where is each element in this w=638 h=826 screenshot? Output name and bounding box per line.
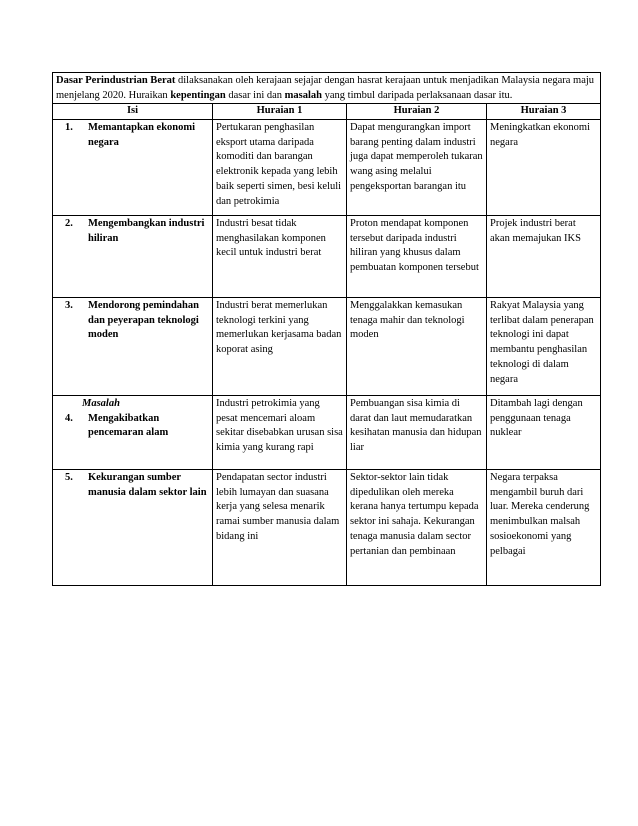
table-row <box>53 216 601 298</box>
huraian-3-cell: Rakyat Malaysia yang terlibat dalam penerapan teknologi ini dapat membantu penghasilan teknologi di dalam negara <box>487 298 601 396</box>
isi-text: Kekurangan sumber manusia dalam sektor lain <box>88 472 207 498</box>
row-number: 2. <box>65 218 73 230</box>
header-huraian-2: Huraian 2 <box>347 104 487 120</box>
isi-cell <box>53 120 213 216</box>
isi-cell <box>53 470 213 586</box>
question-text-1: dilaksanakan oleh kerajaan sejajar dengan hasrat kerajaan untuk menjadikan Malaysia negara maju menjelang 2020. Huraikan <box>56 75 595 101</box>
isi-text: Mengakibatkan pencemaran alam <box>88 412 169 439</box>
table-row <box>53 298 601 396</box>
huraian-3-cell: Meningkatkan ekonomi negara <box>487 120 601 216</box>
isi-cell <box>53 298 213 396</box>
huraian-3-cell: Negara terpaksa mengambil buruh dari luar. Mereka cenderung menimbulkan malsah sosioekonomi yang pelbagai <box>487 470 601 586</box>
masalah-subheading: Masalah <box>82 398 120 410</box>
question-text-2: dasar ini dan <box>225 89 285 101</box>
document-page <box>52 72 600 586</box>
header-isi: Isi <box>53 104 213 120</box>
question-row <box>53 73 601 104</box>
huraian-1-cell: Industri berat memerlukan teknologi terkini yang memerlukan kerjasama badan koporat asing <box>213 298 347 396</box>
row-number: 1. <box>65 122 73 134</box>
table-row <box>53 396 601 470</box>
huraian-3-cell: Projek industri berat akan memajukan IKS <box>487 216 601 298</box>
row-number: 4. <box>65 412 73 424</box>
question-cell <box>53 73 601 104</box>
huraian-2-cell: Sektor-sektor lain tidak dipedulikan oleh mereka kerana hanya tertumpu kepada sektor ini sahaja. Kekurangan tenaga manusia dalam sector pertanian dan pembinaan <box>347 470 487 586</box>
table-row <box>53 120 601 216</box>
huraian-1-cell: Industri petrokimia yang pesat mencemari aloam sekitar disebabkan urusan sisa kimia yang kurang rapi <box>213 396 347 470</box>
row-number: 3. <box>65 300 73 312</box>
question-keyword-masalah: masalah <box>284 89 322 101</box>
question-keyword-kepentingan: kepentingan <box>170 89 226 101</box>
essay-answer-table <box>52 72 601 586</box>
header-huraian-1: Huraian 1 <box>213 104 347 120</box>
table-row <box>53 470 601 586</box>
isi-text: Mengembangkan industri hiliran <box>88 218 205 244</box>
header-huraian-3: Huraian 3 <box>487 104 601 120</box>
header-row <box>53 104 601 120</box>
question-text-3: yang timbul daripada perlaksanaan dasar itu. <box>322 89 513 101</box>
huraian-1-cell: Industri besat tidak menghasilakan komponen kecil untuk industri berat <box>213 216 347 298</box>
isi-cell <box>53 396 213 470</box>
huraian-2-cell: Pembuangan sisa kimia di darat dan laut memudaratkan kesihatan manusia dan hidupan liar <box>347 396 487 470</box>
huraian-2-cell: Dapat mengurangkan import barang penting dalam industri juga dapat memperoleh tukaran wang asing melalui pengeksportan barangan itu <box>347 120 487 216</box>
huraian-2-cell: Menggalakkan kemasukan tenaga mahir dan teknologi moden <box>347 298 487 396</box>
isi-text: Memantapkan ekonomi negara <box>88 122 196 148</box>
row-number: 5. <box>65 472 73 484</box>
question-lead: Dasar Perindustrian Berat <box>56 75 176 86</box>
isi-text: Mendorong pemindahan dan peyerapan teknologi moden <box>88 300 199 341</box>
huraian-3-cell: Ditambah lagi dengan penggunaan tenaga nuklear <box>487 396 601 470</box>
huraian-2-cell: Proton mendapat komponen tersebut daripada industri hiliran yang khusus dalam pembuatan komponen tersebut <box>347 216 487 298</box>
huraian-1-cell: Pendapatan sector industri lebih lumayan dan suasana kerja yang selesa menarik ramai sumber manusia dalam bidang ini <box>213 470 347 586</box>
huraian-1-cell: Pertukaran penghasilan eksport utama daripada komoditi dan barangan elektronik kepada yang lebih baik seperti simen, besi keluli dan petrokimia <box>213 120 347 216</box>
isi-cell <box>53 216 213 298</box>
